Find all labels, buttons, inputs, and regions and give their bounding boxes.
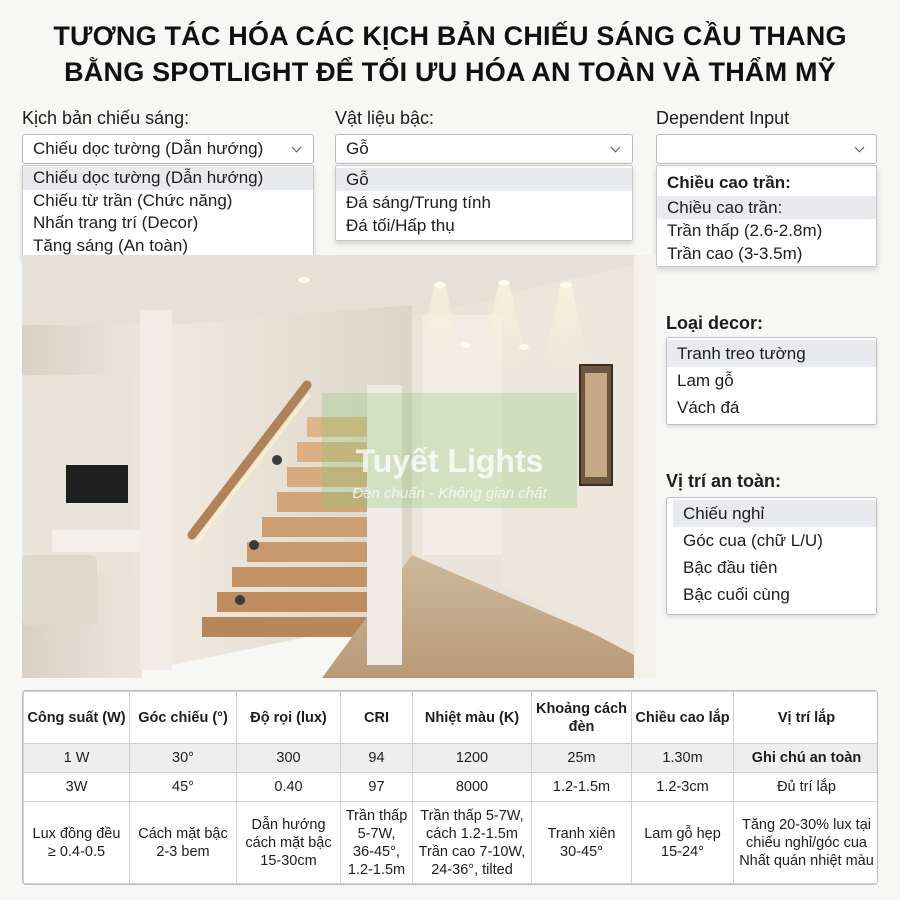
table-cell: 3W: [24, 773, 130, 802]
table-header-row: [24, 692, 879, 744]
cell-line: cách mặt bậc: [245, 834, 332, 851]
dependent-input-label: Dependent Input: [656, 108, 790, 128]
cell-line: Tăng 20-30% lux tại: [742, 816, 871, 833]
ceiling-dropdown: [656, 165, 877, 267]
material-label: Vật liệu bậc:: [335, 108, 435, 128]
decor-option[interactable]: Lam gỗ: [677, 371, 734, 390]
cell-line: 5-7W,: [357, 825, 396, 842]
safety-option[interactable]: Chiếu nghỉ: [673, 500, 876, 527]
cell-line: 1.2-1.5m: [347, 861, 406, 878]
cell-line: Trần thấp 5-7W,: [420, 807, 524, 824]
material-select[interactable]: [335, 134, 633, 164]
table-cell: [413, 802, 532, 884]
safety-option[interactable]: Bậc đầu tiên: [683, 558, 778, 577]
watermark-brand: Tuyết Lights: [355, 443, 544, 479]
table-header: Vị trí lắp: [734, 692, 879, 744]
table-cell: 1.30m: [632, 744, 734, 773]
decor-list: [666, 337, 877, 425]
table-cell: Ghi chú an toàn: [734, 744, 879, 773]
cell-line: Dẫn hướng: [251, 816, 326, 833]
chevron-down-icon: [291, 135, 303, 163]
cell-line: 15-24°: [661, 843, 704, 860]
table-cell: 1.2-3cm: [632, 773, 734, 802]
decor-option[interactable]: Vách đá: [677, 398, 740, 417]
table-cell: 30°: [130, 744, 237, 773]
ceiling-option[interactable]: Chiều cao trần:: [657, 196, 876, 219]
table-cell: 45°: [130, 773, 237, 802]
table-cell: 25m: [532, 744, 632, 773]
safety-option[interactable]: Góc cua (chữ L/U): [683, 531, 823, 550]
specs-table: [22, 690, 878, 885]
cell-line: cách 1.2-1.5m: [426, 825, 518, 842]
page-title: [0, 18, 900, 90]
table-cell: 94: [341, 744, 413, 773]
scenario-dropdown: [22, 165, 314, 259]
cell-line: ≥ 0.4-0.5: [47, 843, 106, 860]
table-cell: [341, 802, 413, 884]
chevron-down-icon: [610, 135, 622, 163]
cell-line: 2-3 bem: [156, 843, 210, 860]
table-cell: [24, 802, 130, 884]
cell-line: Nhất quán nhiệt màu: [739, 852, 874, 869]
table-cell: 1200: [413, 744, 532, 773]
table-header: Nhiệt màu (K): [413, 692, 532, 744]
watermark: [322, 393, 577, 508]
scenario-option[interactable]: Tăng sáng (An toàn): [33, 235, 188, 255]
table-header: Độ rọi (lux): [237, 692, 341, 744]
ceiling-option[interactable]: Trần thấp (2.6-2.8m): [667, 221, 823, 240]
cell-line: Tranh xiên: [547, 825, 616, 842]
title-line-2: BẰNG SPOTLIGHT ĐỂ TỐI ƯU HÓA AN TOÀN VÀ THẨM MỸ: [64, 57, 836, 87]
table-row: [24, 773, 879, 802]
scenario-option[interactable]: Chiếu từ trần (Chức năng): [33, 190, 233, 210]
material-option[interactable]: Đá sáng/Trung tính: [346, 193, 491, 212]
material-option[interactable]: Gỗ: [336, 168, 632, 191]
cell-line: 24-36°, tilted: [431, 861, 513, 878]
table-cell: 0.40: [237, 773, 341, 802]
scenario-option[interactable]: Nhấn trang trí (Decor): [33, 213, 199, 232]
safety-list: [666, 497, 877, 615]
table-header: CRI: [341, 692, 413, 744]
scenario-select[interactable]: [22, 134, 314, 164]
scenario-label: Kịch bản chiếu sáng:: [22, 108, 190, 128]
decor-label: Loại decor:: [666, 313, 764, 333]
watermark-slogan: Đèn chuẩn - Không gian chất: [352, 485, 547, 502]
table-cell: [734, 802, 879, 884]
cell-line: 36-45°,: [353, 843, 400, 860]
cell-line: Lam gỗ hẹp: [644, 825, 721, 842]
cell-line: chiếu nghỉ/góc cua: [746, 834, 867, 851]
scenario-select-value: Chiếu dọc tường (Dẫn hướng): [33, 139, 264, 158]
ceiling-height-heading: Chiều cao trần:: [667, 173, 791, 192]
table-cell: [632, 802, 734, 884]
table-header: Khoảng cách đèn: [532, 692, 632, 744]
table-header: Công suất (W): [24, 692, 130, 744]
safety-label: Vị trí an toàn:: [666, 471, 782, 491]
table-cell: [130, 802, 237, 884]
material-select-value: Gỗ: [346, 139, 369, 158]
cell-line: Lux đồng đều: [32, 825, 121, 842]
cell-line: 30-45°: [560, 843, 603, 860]
table-cell: [532, 802, 632, 884]
table-header: Góc chiếu (°): [130, 692, 237, 744]
cell-line: Trần thấp: [345, 807, 408, 824]
table-cell: 1 W: [24, 744, 130, 773]
title-line-1: TƯƠNG TÁC HÓA CÁC KỊCH BẢN CHIẾU SÁNG CẦU THANG: [53, 21, 847, 51]
material-dropdown: [335, 165, 633, 241]
dependent-input-select[interactable]: [656, 134, 877, 164]
table-row: [24, 802, 879, 884]
table-cell: [237, 802, 341, 884]
cell-line: Cách mặt bậc: [138, 825, 228, 842]
table-cell: Đủ trí lắp: [734, 773, 879, 802]
table-cell: 8000: [413, 773, 532, 802]
table-cell: 97: [341, 773, 413, 802]
table-cell: 300: [237, 744, 341, 773]
material-option[interactable]: Đá tối/Hấp thụ: [346, 216, 455, 235]
cell-line: 15-30cm: [260, 852, 317, 869]
ceiling-option[interactable]: Trần cao (3-3.5m): [667, 244, 803, 263]
scenario-option[interactable]: Chiếu dọc tường (Dẫn hướng): [23, 167, 313, 190]
chevron-down-icon: [854, 135, 866, 163]
decor-option[interactable]: Tranh treo tường: [667, 340, 876, 367]
safety-option[interactable]: Bậc cuối cùng: [683, 585, 790, 604]
table-cell: 1.2-1.5m: [532, 773, 632, 802]
table-row: [24, 744, 879, 773]
cell-line: Trần cao 7-10W,: [418, 843, 526, 860]
table-header: Chiều cao lắp: [632, 692, 734, 744]
